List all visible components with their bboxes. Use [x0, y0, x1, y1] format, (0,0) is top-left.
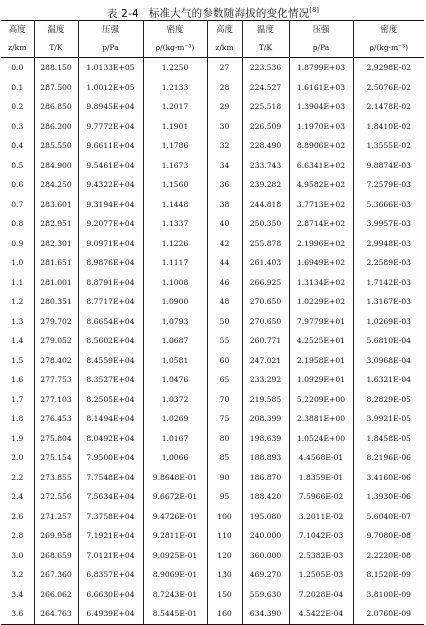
- altitude-cell: 1.7: [1, 390, 34, 410]
- temperature-cell: 271.257: [34, 507, 78, 527]
- temperature-cell: 198.639: [242, 429, 289, 449]
- pressure-cell: 1.6161E+03: [289, 78, 353, 98]
- table-row: [1, 253, 424, 273]
- unit-pressure: p/Pa: [78, 39, 143, 58]
- table-row: [1, 409, 424, 429]
- temperature-cell: 261.403: [242, 253, 289, 273]
- pressure-cell: 6.8357E+04: [78, 565, 143, 585]
- pressure-cell: 7.5966E-02: [289, 487, 353, 507]
- density-cell: 1.2250: [143, 58, 207, 78]
- altitude-cell: 1.2: [1, 292, 34, 312]
- density-cell: 9.2811E-01: [143, 526, 207, 546]
- altitude-cell: 90: [207, 468, 242, 488]
- table-row: [1, 585, 424, 605]
- pressure-cell: 1.3134E+02: [289, 273, 353, 293]
- table-number: 表 2-4: [106, 7, 139, 20]
- temperature-cell: 266.062: [34, 585, 78, 605]
- density-cell: 1.1226: [143, 234, 207, 254]
- pressure-cell: 1.6949E+02: [289, 253, 353, 273]
- temperature-cell: 469.270: [242, 565, 289, 585]
- pressure-cell: 4.4568E-01: [289, 448, 353, 468]
- table-row: [1, 175, 424, 195]
- pressure-cell: 1.2505E-03: [289, 565, 353, 585]
- pressure-cell: 9.4322E+04: [78, 175, 143, 195]
- density-cell: 1.3555E-02: [353, 136, 424, 156]
- unit-temperature: T/K: [242, 39, 289, 58]
- pressure-cell: 8.3527E+04: [78, 370, 143, 390]
- density-cell: 5.3666E-03: [353, 195, 424, 215]
- pressure-cell: 2.5382E-03: [289, 546, 353, 566]
- pressure-cell: 1.0929E+01: [289, 370, 353, 390]
- temperature-cell: 284.250: [34, 175, 78, 195]
- altitude-cell: 2.2: [1, 468, 34, 488]
- temperature-cell: 284.900: [34, 156, 78, 176]
- altitude-cell: 160: [207, 604, 242, 624]
- pressure-cell: 7.2028E-04: [289, 585, 353, 605]
- altitude-cell: 130: [207, 565, 242, 585]
- density-cell: 1.1786: [143, 136, 207, 156]
- density-cell: 1.7142E-03: [353, 273, 424, 293]
- density-cell: 1.8410E-02: [353, 117, 424, 137]
- pressure-cell: 8.6654E+04: [78, 312, 143, 332]
- altitude-cell: 1.1: [1, 273, 34, 293]
- pressure-cell: 6.6630E+04: [78, 585, 143, 605]
- temperature-cell: 195.080: [242, 507, 289, 527]
- temperature-cell: 239.282: [242, 175, 289, 195]
- altitude-cell: 1.0: [1, 253, 34, 273]
- pressure-cell: 9.5461E+04: [78, 156, 143, 176]
- altitude-cell: 2.0: [1, 448, 34, 468]
- altitude-cell: 0.2: [1, 97, 34, 117]
- table-row: [1, 214, 424, 234]
- table-row: [1, 507, 424, 527]
- altitude-cell: 1.5: [1, 351, 34, 371]
- altitude-cell: 46: [207, 273, 242, 293]
- altitude-cell: 3.4: [1, 585, 34, 605]
- density-cell: 3.4160E-06: [353, 468, 424, 488]
- pressure-cell: 9.8945E+04: [78, 97, 143, 117]
- temperature-cell: 233.292: [242, 370, 289, 390]
- table-row: [1, 78, 424, 98]
- temperature-cell: 282.301: [34, 234, 78, 254]
- table-row: [1, 448, 424, 468]
- atmosphere-table: [1, 20, 424, 625]
- altitude-cell: 150: [207, 585, 242, 605]
- table-row: [1, 156, 424, 176]
- header-temperature: 温度: [34, 21, 78, 40]
- density-cell: 9.8648E-01: [143, 468, 207, 488]
- altitude-cell: 36: [207, 175, 242, 195]
- temperature-cell: 255.878: [242, 234, 289, 254]
- altitude-cell: 70: [207, 390, 242, 410]
- altitude-cell: 3.6: [1, 604, 34, 624]
- unit-altitude: z/km: [207, 39, 242, 58]
- pressure-cell: 8.1494E+04: [78, 409, 143, 429]
- pressure-cell: 1.0133E+05: [78, 58, 143, 78]
- temperature-cell: 208.399: [242, 409, 289, 429]
- altitude-cell: 3.0: [1, 546, 34, 566]
- temperature-cell: 287.500: [34, 78, 78, 98]
- temperature-cell: 247.021: [242, 351, 289, 371]
- altitude-cell: 2.8: [1, 526, 34, 546]
- header-row: [1, 21, 424, 40]
- density-cell: 2.2589E-03: [353, 253, 424, 273]
- pressure-cell: 7.7548E+04: [78, 468, 143, 488]
- pressure-cell: 6.6341E+02: [289, 156, 353, 176]
- altitude-cell: 48: [207, 292, 242, 312]
- temperature-cell: 281.651: [34, 253, 78, 273]
- altitude-cell: 0.1: [1, 78, 34, 98]
- pressure-cell: 7.9779E+01: [289, 312, 353, 332]
- altitude-cell: 0.8: [1, 214, 34, 234]
- unit-altitude: z/km: [1, 39, 34, 58]
- table-row: [1, 58, 424, 78]
- temperature-cell: 268.659: [34, 546, 78, 566]
- pressure-cell: 5.2209E+00: [289, 390, 353, 410]
- altitude-cell: 0.4: [1, 136, 34, 156]
- altitude-cell: 2.4: [1, 487, 34, 507]
- header-pressure: 压强: [78, 21, 143, 40]
- table-row: [1, 292, 424, 312]
- pressure-cell: 7.1042E-03: [289, 526, 353, 546]
- altitude-cell: 2.6: [1, 507, 34, 527]
- altitude-cell: 1.3: [1, 312, 34, 332]
- pressure-cell: 8.4559E+04: [78, 351, 143, 371]
- pressure-cell: 1.0524E+00: [289, 429, 353, 449]
- header-altitude: 高度: [1, 21, 34, 40]
- unit-row: [1, 39, 424, 58]
- altitude-cell: 50: [207, 312, 242, 332]
- pressure-cell: 2.1958E+01: [289, 351, 353, 371]
- altitude-cell: 34: [207, 156, 242, 176]
- table-row: [1, 468, 424, 488]
- temperature-cell: 228.490: [242, 136, 289, 156]
- pressure-cell: 3.2011E-02: [289, 507, 353, 527]
- density-cell: 1.2017: [143, 97, 207, 117]
- table-row: [1, 312, 424, 332]
- density-cell: 5.6040E-07: [353, 507, 424, 527]
- header-temperature: 温度: [242, 21, 289, 40]
- altitude-cell: 55: [207, 331, 242, 351]
- density-cell: 1.3167E-03: [353, 292, 424, 312]
- temperature-cell: 219.585: [242, 390, 289, 410]
- table-row: [1, 117, 424, 137]
- density-cell: 1.3930E-06: [353, 487, 424, 507]
- density-cell: 8.2829E-05: [353, 390, 424, 410]
- table-row: [1, 429, 424, 449]
- altitude-cell: 110: [207, 526, 242, 546]
- temperature-cell: 226.509: [242, 117, 289, 137]
- density-cell: 1.0793: [143, 312, 207, 332]
- density-cell: 1.1901: [143, 117, 207, 137]
- table-row: [1, 370, 424, 390]
- pressure-cell: 2.1996E+02: [289, 234, 353, 254]
- density-cell: 1.0476: [143, 370, 207, 390]
- citation-ref: [8]: [309, 6, 320, 14]
- unit-density: ρ/(kg·m⁻³): [143, 39, 207, 58]
- density-cell: 1.0372: [143, 390, 207, 410]
- altitude-cell: 0.7: [1, 195, 34, 215]
- density-cell: 1.6321E-04: [353, 370, 424, 390]
- altitude-cell: 95: [207, 487, 242, 507]
- temperature-cell: 270.650: [242, 312, 289, 332]
- density-cell: 1.1337: [143, 214, 207, 234]
- unit-density: ρ/(kg·m⁻³): [353, 39, 424, 58]
- temperature-cell: 360.000: [242, 546, 289, 566]
- altitude-cell: 27: [207, 58, 242, 78]
- density-cell: 1.0066: [143, 448, 207, 468]
- density-cell: 1.1673: [143, 156, 207, 176]
- temperature-cell: 283.601: [34, 195, 78, 215]
- table-row: [1, 351, 424, 371]
- temperature-cell: 279.702: [34, 312, 78, 332]
- pressure-cell: 9.6611E+04: [78, 136, 143, 156]
- density-cell: 8.2196E-06: [353, 448, 424, 468]
- pressure-cell: 4.9582E+02: [289, 175, 353, 195]
- pressure-cell: 8.8906E+02: [289, 136, 353, 156]
- temperature-cell: 224.527: [242, 78, 289, 98]
- temperature-cell: 559.630: [242, 585, 289, 605]
- altitude-cell: 75: [207, 409, 242, 429]
- unit-pressure: p/Pa: [289, 39, 353, 58]
- table-row: [1, 195, 424, 215]
- density-cell: 2.9298E-02: [366, 63, 411, 73]
- table-row: [1, 136, 424, 156]
- density-cell: 9.0925E-01: [143, 546, 207, 566]
- density-cell: 5.6810E-04: [353, 331, 424, 351]
- temperature-cell: 281.001: [34, 273, 78, 293]
- temperature-cell: 286.850: [34, 97, 78, 117]
- density-cell: 2.1478E-02: [353, 97, 424, 117]
- pressure-cell: 8.5602E+04: [78, 331, 143, 351]
- temperature-cell: 288.150: [34, 58, 78, 78]
- altitude-cell: 1.6: [1, 370, 34, 390]
- table-body: [1, 58, 424, 625]
- density-cell: 8.9069E-01: [143, 565, 207, 585]
- altitude-cell: 29: [207, 97, 242, 117]
- pressure-cell: 8.8791E+04: [78, 273, 143, 293]
- density-cell: 1.0900: [143, 292, 207, 312]
- density-cell: 2.9948E-03: [353, 234, 424, 254]
- temperature-cell: 188.893: [242, 448, 289, 468]
- density-cell: 1.0167: [143, 429, 207, 449]
- pressure-cell: 1.8799E+03: [289, 58, 353, 78]
- density-cell: 9.8874E-03: [353, 156, 424, 176]
- altitude-cell: 40: [207, 214, 242, 234]
- header-density: 密度: [380, 25, 398, 35]
- table-row: [1, 273, 424, 293]
- density-cell: 1.1117: [143, 253, 207, 273]
- header-pressure: 压强: [289, 21, 353, 40]
- density-cell: 1.0269E-03: [353, 312, 424, 332]
- temperature-cell: 223.536: [242, 58, 289, 78]
- temperature-cell: 233.743: [242, 156, 289, 176]
- pressure-cell: 7.1921E+04: [78, 526, 143, 546]
- table-row: [1, 604, 424, 624]
- density-cell: 1.2133: [143, 78, 207, 98]
- altitude-cell: 80: [207, 429, 242, 449]
- pressure-cell: 8.0492E+04: [78, 429, 143, 449]
- altitude-cell: 120: [207, 546, 242, 566]
- pressure-cell: 8.7717E+04: [78, 292, 143, 312]
- density-cell: 1.0269: [143, 409, 207, 429]
- altitude-cell: 60: [207, 351, 242, 371]
- header-density: 密度: [143, 21, 207, 40]
- table-caption: [0, 0, 426, 20]
- temperature-cell: 285.550: [34, 136, 78, 156]
- pressure-cell: 6.4939E+04: [78, 604, 143, 624]
- pressure-cell: 9.7772E+04: [78, 117, 143, 137]
- altitude-cell: 0.9: [1, 234, 34, 254]
- density-cell: 7.2579E-03: [353, 175, 424, 195]
- temperature-cell: 280.351: [34, 292, 78, 312]
- temperature-cell: 260.771: [242, 331, 289, 351]
- altitude-cell: 0.6: [1, 175, 34, 195]
- pressure-cell: 7.5634E+04: [78, 487, 143, 507]
- altitude-cell: 1.4: [1, 331, 34, 351]
- density-cell: 1.0687: [143, 331, 207, 351]
- pressure-cell: 2.8714E+02: [289, 214, 353, 234]
- table-row: [1, 565, 424, 585]
- pressure-cell: 1.8359E-01: [289, 468, 353, 488]
- pressure-cell: 8.9876E+04: [78, 253, 143, 273]
- pressure-cell: 1.0012E+05: [78, 78, 143, 98]
- table-title: 标准大气的参数随海拔的变化情况: [148, 7, 310, 20]
- temperature-cell: 270.650: [242, 292, 289, 312]
- table-row: [1, 234, 424, 254]
- altitude-cell: 38: [207, 195, 242, 215]
- table-row: [1, 331, 424, 351]
- temperature-cell: 188.420: [242, 487, 289, 507]
- temperature-cell: 286.200: [34, 117, 78, 137]
- density-cell: 3.0968E-04: [353, 351, 424, 371]
- altitude-cell: 1.9: [1, 429, 34, 449]
- temperature-cell: 275.154: [34, 448, 78, 468]
- altitude-cell: 44: [207, 253, 242, 273]
- table-row: [1, 390, 424, 410]
- temperature-cell: 264.763: [34, 604, 78, 624]
- temperature-cell: 282.951: [34, 214, 78, 234]
- density-cell: 1.1448: [143, 195, 207, 215]
- density-cell: 3.9957E-03: [353, 214, 424, 234]
- pressure-cell: 3.7713E+02: [289, 195, 353, 215]
- table-row: [1, 526, 424, 546]
- temperature-cell: 269.958: [34, 526, 78, 546]
- temperature-cell: 279.052: [34, 331, 78, 351]
- density-cell: 2.0760E-09: [353, 604, 424, 624]
- temperature-cell: 275.804: [34, 429, 78, 449]
- temperature-cell: 272.556: [34, 487, 78, 507]
- density-cell: 8.7243E-01: [143, 585, 207, 605]
- temperature-cell: 278.402: [34, 351, 78, 371]
- temperature-cell: 273.855: [34, 468, 78, 488]
- pressure-cell: 7.3758E+04: [78, 507, 143, 527]
- temperature-cell: 266.925: [242, 273, 289, 293]
- pressure-cell: 8.2505E+04: [78, 390, 143, 410]
- density-cell: 2.2220E-08: [353, 546, 424, 566]
- density-cell: 1.0581: [143, 351, 207, 371]
- table-row: [1, 97, 424, 117]
- density-cell: 3.8100E-09: [353, 585, 424, 605]
- altitude-cell: 28: [207, 78, 242, 98]
- temperature-cell: 276.453: [34, 409, 78, 429]
- temperature-cell: 634.390: [242, 604, 289, 624]
- pressure-cell: 2.3881E+00: [289, 409, 353, 429]
- altitude-cell: 30: [207, 117, 242, 137]
- altitude-cell: 3.2: [1, 565, 34, 585]
- density-cell: 9.7080E-08: [353, 526, 424, 546]
- density-cell: 1.1008: [143, 273, 207, 293]
- pressure-cell: 1.3904E+03: [289, 97, 353, 117]
- pressure-cell: 7.0121E+04: [78, 546, 143, 566]
- altitude-cell: 65: [207, 370, 242, 390]
- density-cell: 1.1560: [143, 175, 207, 195]
- pressure-cell: 4.2525E+01: [289, 331, 353, 351]
- temperature-cell: 267.360: [34, 565, 78, 585]
- pressure-cell: 9.3194E+04: [78, 195, 143, 215]
- temperature-cell: 240.000: [242, 526, 289, 546]
- pressure-cell: 4.5422E-04: [289, 604, 353, 624]
- pressure-cell: 9.0971E+04: [78, 234, 143, 254]
- altitude-cell: 0.5: [1, 156, 34, 176]
- temperature-cell: 277.103: [34, 390, 78, 410]
- density-cell: 8.5445E-01: [143, 604, 207, 624]
- altitude-cell: 32: [207, 136, 242, 156]
- temperature-cell: 250.350: [242, 214, 289, 234]
- table-row: [1, 487, 424, 507]
- density-cell: 9.6672E-01: [143, 487, 207, 507]
- pressure-cell: 1.0229E+02: [289, 292, 353, 312]
- altitude-cell: 1.8: [1, 409, 34, 429]
- density-cell: 8.1520E-09: [353, 565, 424, 585]
- temperature-cell: 225.518: [242, 97, 289, 117]
- density-cell: 1.8458E-05: [353, 429, 424, 449]
- altitude-cell: 100: [207, 507, 242, 527]
- pressure-cell: 1.1970E+03: [289, 117, 353, 137]
- table-row: [1, 546, 424, 566]
- altitude-cell: 42: [207, 234, 242, 254]
- altitude-cell: 0.3: [1, 117, 34, 137]
- density-cell: 3.9921E-05: [353, 409, 424, 429]
- temperature-cell: 244.818: [242, 195, 289, 215]
- temperature-cell: 277.753: [34, 370, 78, 390]
- density-cell: 2.5076E-02: [353, 78, 424, 98]
- altitude-cell: 85: [207, 448, 242, 468]
- density-cell: 9.4726E-01: [143, 507, 207, 527]
- unit-temperature: T/K: [34, 39, 78, 58]
- pressure-cell: 9.2077E+04: [78, 214, 143, 234]
- altitude-cell: 0.0: [1, 58, 34, 78]
- temperature-cell: 186.870: [242, 468, 289, 488]
- header-altitude: 高度: [207, 21, 242, 40]
- pressure-cell: 7.9500E+04: [78, 448, 143, 468]
